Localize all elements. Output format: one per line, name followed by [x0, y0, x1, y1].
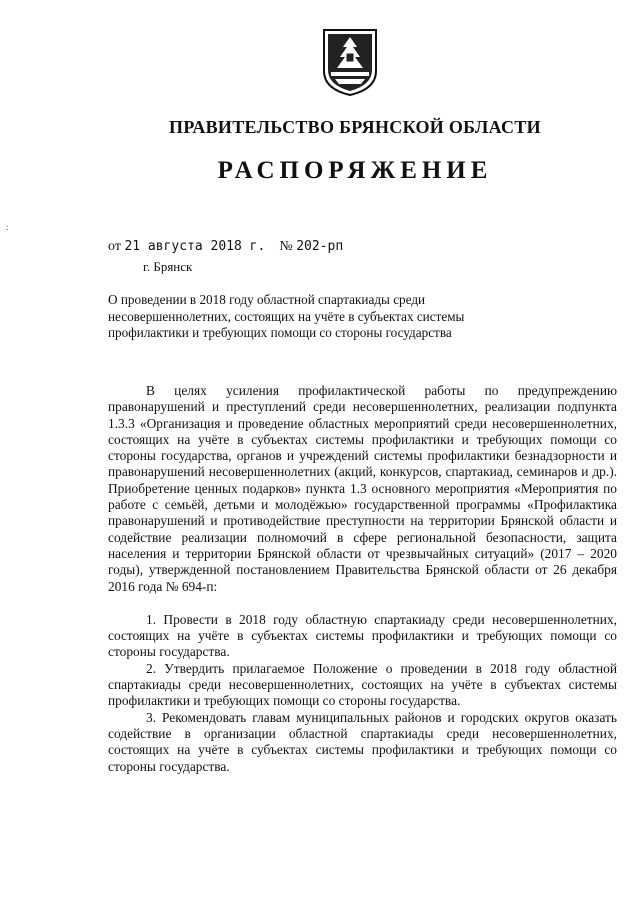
government-title: ПРАВИТЕЛЬСТВО БРЯНСКОЙ ОБЛАСТИ	[169, 117, 541, 137]
from-label: от	[108, 239, 121, 254]
preamble-paragraph: В целях усиления профилактической работы по предупреждению правонарушений и преступлений среди несовершеннолетних, реализации подпункта 1.3.3 «Организация и проведение областных мероприятий среди несовершеннолетних, состоящих на учёте в субъектах системы профилактики и требующих помощи со стороны государства, органов и учреждений системы профилактики безнадзорности и правонарушений несовершеннолетних (акций, конкурсов, спартакиад, семинаров и др.). Приобретение ценных подарков» пункта 1.3 основного мероприятия «Мероприятия по работе с семьёй, детьми и молодёжью» государственной программы «Профилактика правонарушений и противодействие преступности на территории Брянской области и содействие реализации полномочий в сфере региональной безопасности, защита населения и территории Брянской области от чрезвычайных ситуаций» (2017 – 2020 годы), утвержденной постановлением Правительства Брянской области от 26 декабря 2016 года № 694-п:	[108, 383, 617, 594]
list-item: 1. Провести в 2018 году областную спартакиаду среди несовершеннолетних, состоящих на учёте в субъектах системы профилактики и требующих помощи со стороны государства.	[108, 611, 617, 660]
document-date-number	[108, 239, 343, 255]
list-item: 3. Рекомендовать главам муниципальных районов и городских округов оказать содействие в организации областной спартакиады среди несовершеннолетних, состоящих на учёте в субъектах системы профилактики и требующих помощи со стороны государства.	[108, 709, 617, 774]
document-body	[108, 383, 617, 775]
coat-of-arms-icon	[321, 27, 379, 97]
paragraph-gap	[108, 595, 617, 612]
list-item: 2. Утвердить прилагаемое Положение о проведении в 2018 году областной спартакиады среди несовершеннолетних, состоящих на учёте в субъектах системы профилактики и требующих помощи со стороны государства.	[108, 660, 617, 709]
document-subject: О проведении в 2018 году областной спартакиады среди несовершеннолетних, состоящих на учёте в субъектах системы профилактики и требующих помощи со стороны государства	[108, 292, 465, 340]
number-label: №	[279, 239, 293, 254]
margin-mark: :	[6, 222, 9, 232]
document-type-heading: РАСПОРЯЖЕНИЕ	[217, 157, 493, 184]
city: г. Брянск	[143, 259, 193, 274]
document-number: 202-рп	[296, 239, 344, 254]
document-date: 21 августа 2018 г.	[124, 239, 266, 254]
